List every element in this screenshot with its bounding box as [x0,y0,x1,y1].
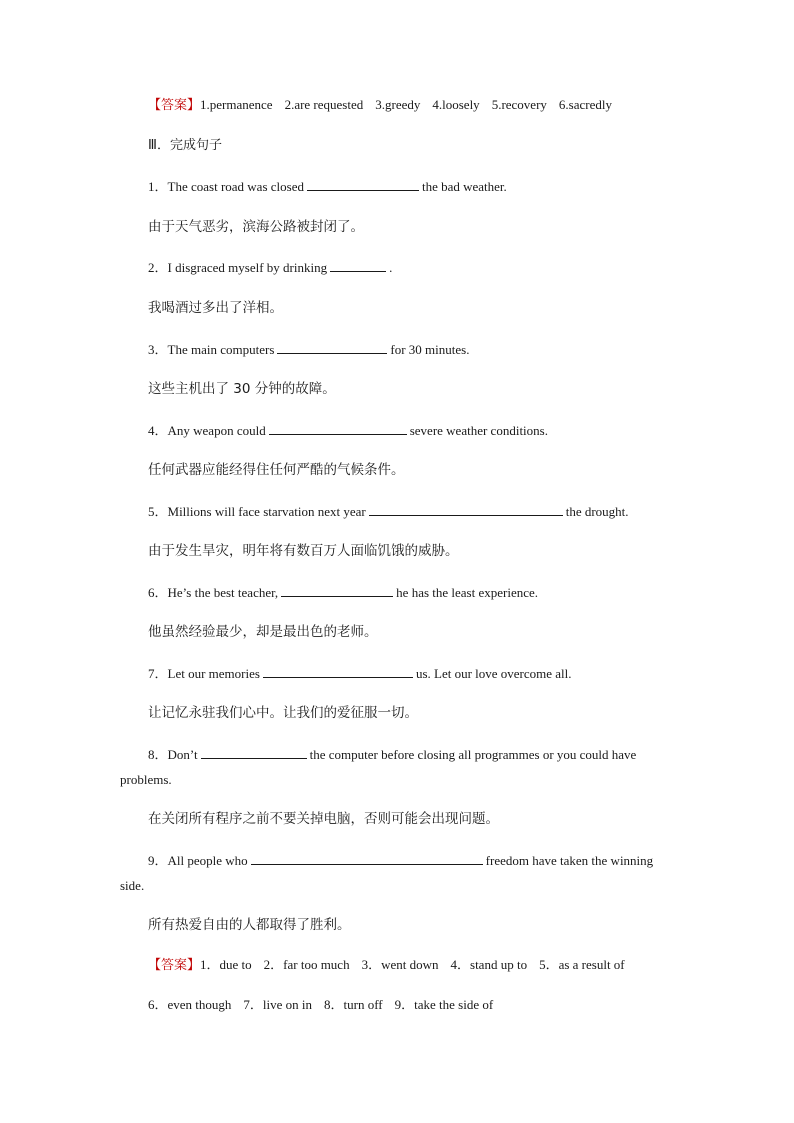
answer-blank[interactable] [330,258,386,272]
section-title: Ⅲ．完成句子 [148,138,222,153]
translation-2: 我喝酒过多出了洋相。 [148,300,283,316]
question-5 [148,502,629,521]
answer-item: 6．even though [148,997,232,1012]
translation-1: 由于天气恶劣，滨海公路被封闭了。 [148,219,364,235]
translation-9: 所有热爱自由的人都取得了胜利。 [148,917,351,933]
answer-blank[interactable] [263,664,413,678]
question-text: he has the least experience. [396,585,539,600]
answer-item: 3.greedy [375,97,421,112]
answer-item: 3．went down [361,957,439,972]
question-1 [148,177,507,196]
answer-item: 2.are requested [284,97,364,112]
translation-8: 在关闭所有程序之前不要关掉电脑，否则可能会出现问题。 [148,811,499,827]
question-9-continuation: side. [120,878,145,893]
translation-4: 任何武器应能经得住任何严酷的气候条件。 [148,462,405,478]
answer-blank[interactable] [369,502,563,516]
answer-blank[interactable] [307,177,419,191]
question-text: severe weather conditions. [409,423,548,438]
question-text: freedom have taken the winning [485,853,654,868]
question-number: 4． [148,423,168,438]
question-number: 7． [148,666,168,681]
answer-line-3 [148,996,493,1014]
question-9 [148,851,653,870]
question-text: Let our memories [167,666,260,681]
question-number: 1． [148,179,168,194]
answer-blank[interactable] [201,745,307,759]
translation-6: 他虽然经验最少，却是最出色的老师。 [148,624,378,640]
question-8 [148,745,636,764]
answer-blank[interactable] [277,340,387,354]
answer-item: 5．as a result of [539,957,625,972]
question-number: 6． [148,585,168,600]
answer-blank[interactable] [251,851,483,865]
question-text: the computer before closing all programmes or you could have [309,747,637,762]
answer-item: 7．live on in [243,997,313,1012]
question-text: . [389,260,393,275]
answer-item: 6.sacredly [558,97,612,112]
question-7 [148,664,572,683]
question-number: 8． [148,747,168,762]
question-6 [148,583,538,602]
question-text: Don’t [167,747,198,762]
question-text: the drought. [565,504,629,519]
translation-7: 让记忆永驻我们心中。让我们的爱征服一切。 [148,705,418,721]
question-text: He’s the best teacher, [167,585,279,600]
answer-item: 2．far too much [263,957,350,972]
answer-item: 4.loosely [432,97,480,112]
question-number: 5． [148,504,168,519]
question-8-continuation: problems. [120,772,172,787]
question-text: I disgraced myself by drinking [167,260,328,275]
answer-line-2 [148,956,625,975]
answer-item: 1.permanence [200,97,273,112]
translation-5: 由于发生旱灾，明年将有数百万人面临饥饿的威胁。 [148,543,459,559]
question-text: us. Let our love overcome all. [415,666,572,681]
answer-blank[interactable] [269,421,407,435]
question-text: for 30 minutes. [390,342,470,357]
answer-item: 4．stand up to [450,957,528,972]
answer-item: 1．due to [200,957,252,972]
answer-item: 5.recovery [491,97,547,112]
question-number: 2． [148,260,168,275]
question-number: 9． [148,853,168,868]
translation-3: 这些主机出了 30 分钟的故障。 [148,381,336,397]
question-2 [148,258,392,277]
question-text: All people who [167,853,248,868]
question-number: 3． [148,342,168,357]
answer-item: 9．take the side of [394,997,494,1012]
question-text: The coast road was closed [167,179,304,194]
question-4 [148,421,548,440]
answer-line-1 [148,96,612,115]
question-text: Millions will face starvation next year [167,504,366,519]
question-text: Any weapon could [167,423,266,438]
question-text: The main computers [167,342,275,357]
answer-blank[interactable] [281,583,393,597]
answer-label: 【答案】 [148,98,201,113]
answer-item: 8．turn off [324,997,383,1012]
answer-label: 【答案】 [148,958,201,973]
question-text: the bad weather. [421,179,507,194]
question-3 [148,340,469,359]
